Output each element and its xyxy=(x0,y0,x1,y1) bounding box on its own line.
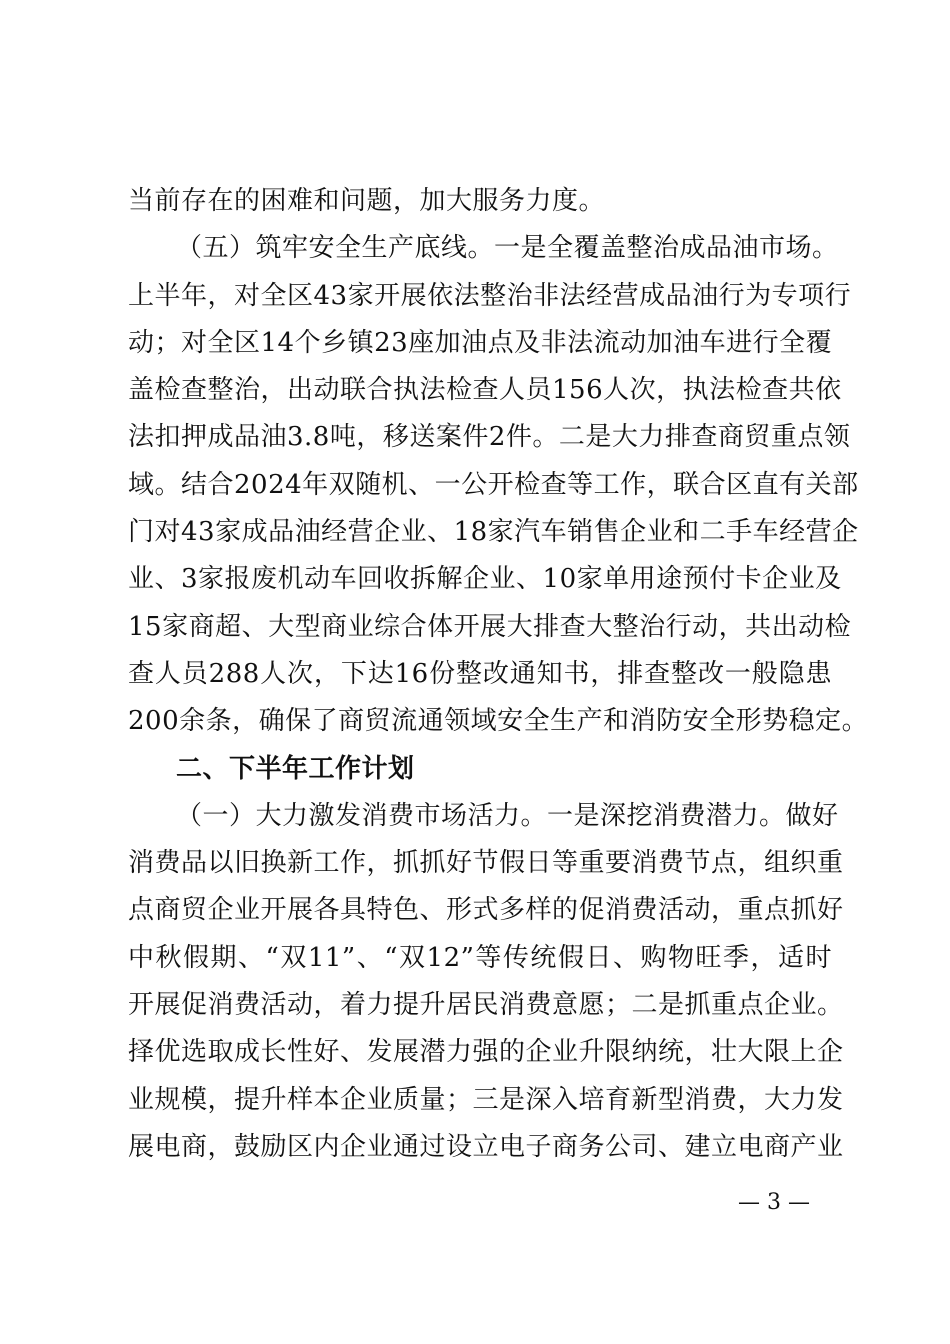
text-line: 200余条，确保了商贸流通领域安全生产和消防安全形势稳定。 xyxy=(128,706,869,737)
section-one-lead: （一）大力激发消费市场活力。一是深挖消费潜力。做好 xyxy=(176,800,839,831)
text-line: 消费品以旧换新工作，抓抓好节假日等重要消费节点，组织重 xyxy=(128,848,844,879)
text-line: 动；对全区14个乡镇23座加油点及非法流动加油车进行全覆 xyxy=(128,327,833,358)
text-line: 法扣押成品油3.8吨，移送案件2件。二是大力排查商贸重点领 xyxy=(128,422,851,453)
page-number: — 3 — xyxy=(738,1190,810,1215)
section-heading-second-half-plan: 二、下半年工作计划 xyxy=(176,753,415,784)
text-line: 点商贸企业开展各具特色、形式多样的促消费活动，重点抓好 xyxy=(128,895,844,926)
section-five-lead: （五）筑牢安全生产底线。一是全覆盖整治成品油市场。 xyxy=(176,233,839,264)
text-line: 当前存在的困难和问题，加大服务力度。 xyxy=(128,186,606,216)
text-line: 盖检查整治，出动联合执法检查人员156人次，执法检查共依 xyxy=(128,375,842,406)
text-line: 业、3家报废机动车回收拆解企业、10家单用途预付卡企业及 xyxy=(128,564,842,595)
text-line: 15家商超、大型商业综合体开展大排查大整治行动，共出动检 xyxy=(128,611,852,642)
text-line: 业规模，提升样本企业质量；三是深入培育新型消费，大力发 xyxy=(128,1084,844,1115)
text-line: 上半年，对全区43家开展依法整治非法经营成品油行为专项行 xyxy=(128,280,852,311)
text-line: 域。结合2024年双随机、一公开检查等工作，联合区直有关部 xyxy=(128,469,859,500)
text-line: 查人员288人次，下达16份整改通知书，排查整改一般隐患 xyxy=(128,658,832,689)
text-line: 中秋假期、“双11”、“双12”等传统假日、购物旺季，适时 xyxy=(128,942,832,973)
text-line: 择优选取成长性好、发展潜力强的企业升限纳统，壮大限上企 xyxy=(128,1037,844,1068)
text-line: 开展促消费活动，着力提升居民消费意愿；二是抓重点企业。 xyxy=(128,990,844,1021)
document-body xyxy=(128,178,869,1171)
text-line: 展电商，鼓励区内企业通过设立电子商务公司、建立电商产业 xyxy=(128,1131,844,1162)
text-line: 门对43家成品油经营企业、18家汽车销售企业和二手车经营企 xyxy=(128,517,859,548)
